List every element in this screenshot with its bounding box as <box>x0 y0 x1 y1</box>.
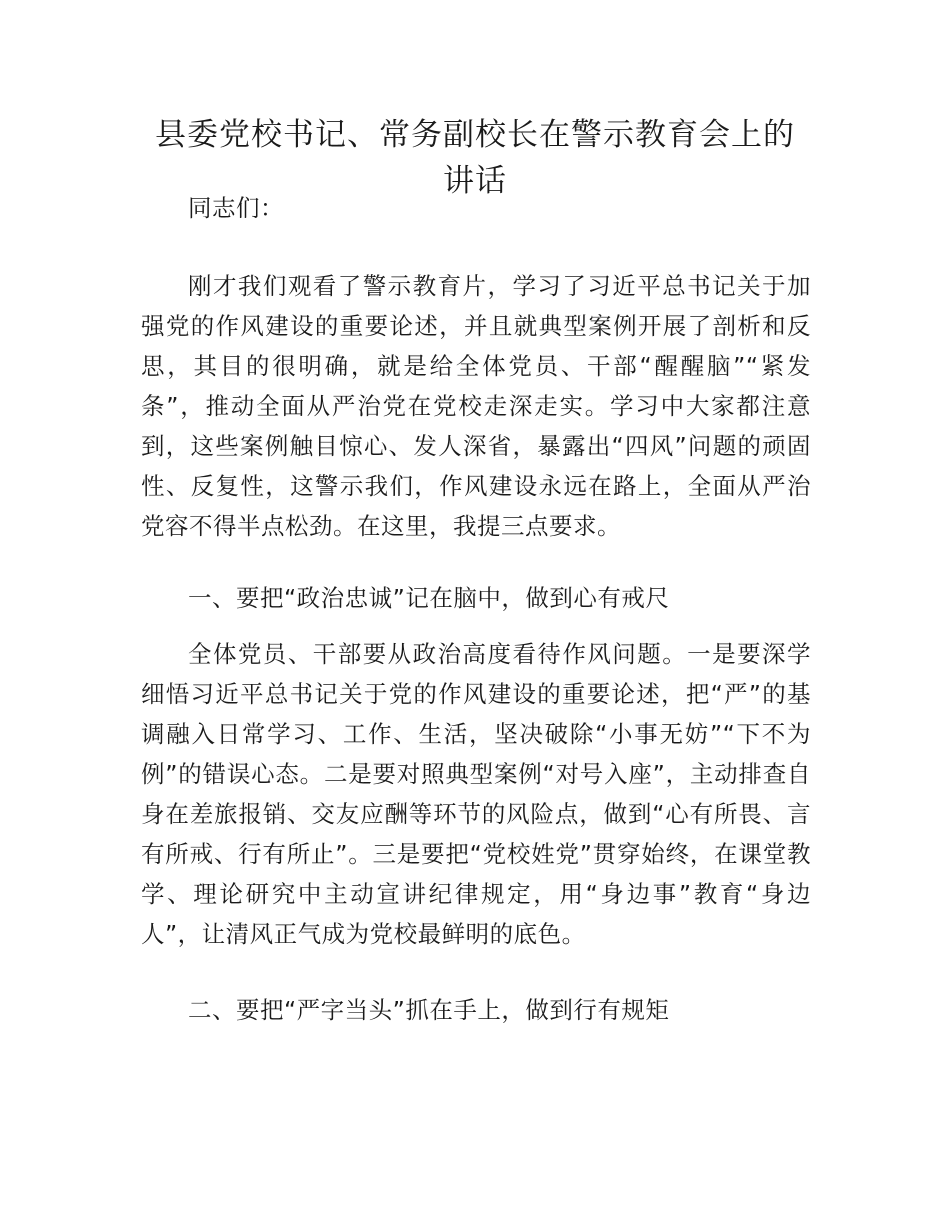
section-heading-1: 一、要把“政治忠诚”记在脑中，做到心有戒尺 <box>188 584 670 612</box>
paragraph-1: 刚才我们观看了警示教育片，学习了习近平总书记关于加强党的作风建设的重要论述，并且就典型案例开展了剖析和反思，其目的很明确，就是给全体党员、干部“醒醒脑”“紧发条”，推动全面从严治党在党校走深走实。学习中大家都注意到，这些案例触目惊心、发人深省，暴露出“四风”问题的顽固性、反复性，这警示我们，作风建设永远在路上，全面从严治党容不得半点松劲。在这里，我提三点要求。 <box>141 272 811 540</box>
salutation: 同志们： <box>188 194 284 222</box>
section-heading-2: 二、要把“严字当头”抓在手上，做到行有规矩 <box>188 996 670 1024</box>
document-title: 县委党校书记、常务副校长在警示教育会上的讲话 <box>155 117 795 199</box>
paragraph-2: 全体党员、干部要从政治高度看待作风问题。一是要深学细悟习近平总书记关于党的作风建设的重要论述，把“严”的基调融入日常学习、工作、生活，坚决破除“小事无妨”“下不为例”的错误心态。二是要对照典型案例“对号入座”，主动排查自身在差旅报销、交友应酬等环节的风险点，做到“心有所畏、言有所戒、行有所止”。三是要把“党校姓党”贯穿始终，在课堂教学、理论研究中主动宣讲纪律规定，用“身边事”教育“身边人”，让清风正气成为党校最鲜明的底色。 <box>141 640 811 948</box>
